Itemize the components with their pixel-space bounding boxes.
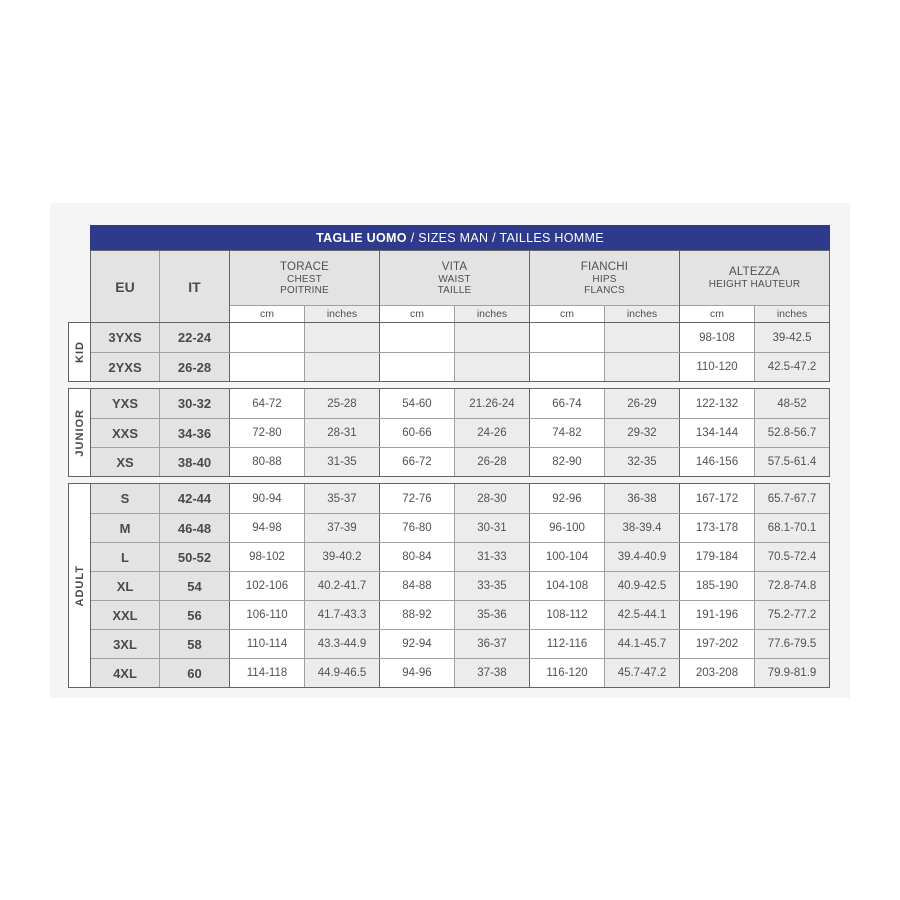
eu-size-cell: XXL: [91, 601, 159, 629]
group-header-altezza: [679, 251, 829, 322]
value-cell: 33-35: [454, 572, 529, 600]
value-cell: 66-72: [379, 448, 454, 476]
value-cell: 84-88: [379, 572, 454, 600]
value-cell: 35-37: [304, 484, 379, 513]
value-cell: 77.6-79.5: [754, 630, 829, 658]
value-cell: 72-76: [379, 484, 454, 513]
eu-size-cell: 3YXS: [91, 323, 159, 352]
unit-header-cm: cm: [680, 306, 754, 322]
value-cell: [529, 323, 604, 352]
value-cell: 37-39: [304, 514, 379, 542]
eu-size-cell: XL: [91, 572, 159, 600]
value-cell: 108-112: [529, 601, 604, 629]
size-row-xl: [91, 571, 829, 600]
value-cell: 64-72: [229, 389, 304, 418]
value-cell: 35-36: [454, 601, 529, 629]
table-title-bar: [90, 225, 830, 250]
it-size-cell: 42-44: [159, 484, 229, 513]
table-title-secondary: / SIZES MAN / TAILLES HOMME: [410, 230, 604, 245]
it-size-cell: 58: [159, 630, 229, 658]
value-cell: 112-116: [529, 630, 604, 658]
value-cell: [304, 353, 379, 381]
group-title-vita: [380, 251, 529, 306]
value-cell: 42.5-47.2: [754, 353, 829, 381]
value-cell: 72-80: [229, 419, 304, 447]
eu-size-cell: YXS: [91, 389, 159, 418]
row-group-label: KID: [73, 341, 86, 363]
unit-subrow: [680, 306, 829, 322]
group-title-line: VITA: [441, 260, 468, 273]
value-cell: 106-110: [229, 601, 304, 629]
value-cell: 114-118: [229, 659, 304, 687]
value-cell: [304, 323, 379, 352]
section-kid: [73, 322, 830, 382]
value-cell: 39.4-40.9: [604, 543, 679, 571]
group-title-line: TAILLE: [437, 284, 472, 296]
header-row: [90, 250, 830, 322]
value-cell: 38-39.4: [604, 514, 679, 542]
size-row-m: [91, 513, 829, 542]
group-title-line: FIANCHI: [580, 260, 629, 273]
group-title-torace: [230, 251, 379, 306]
measurement-group-headers: [229, 251, 829, 322]
size-row-xxl: [91, 600, 829, 629]
value-cell: 28-30: [454, 484, 529, 513]
unit-header-inches: inches: [454, 306, 529, 322]
value-cell: 191-196: [679, 601, 754, 629]
value-cell: [229, 323, 304, 352]
value-cell: 110-120: [679, 353, 754, 381]
group-title-line: TORACE: [280, 260, 329, 273]
it-size-cell: 38-40: [159, 448, 229, 476]
eu-size-cell: XXS: [91, 419, 159, 447]
size-chart-card: [50, 203, 850, 698]
value-cell: 57.5-61.4: [754, 448, 829, 476]
value-cell: 79.9-81.9: [754, 659, 829, 687]
unit-header-inches: inches: [754, 306, 829, 322]
group-title-line: ALTEZZA: [728, 266, 781, 278]
group-title-line: HIPS: [592, 273, 617, 285]
eu-size-cell: L: [91, 543, 159, 571]
value-cell: [529, 353, 604, 381]
table-body: [73, 322, 830, 688]
it-size-cell: 50-52: [159, 543, 229, 571]
value-cell: 26-28: [454, 448, 529, 476]
value-cell: 110-114: [229, 630, 304, 658]
it-size-cell: 22-24: [159, 323, 229, 352]
unit-header-cm: cm: [230, 306, 304, 322]
eu-size-cell: 3XL: [91, 630, 159, 658]
it-size-cell: 56: [159, 601, 229, 629]
value-cell: [379, 323, 454, 352]
value-cell: 104-108: [529, 572, 604, 600]
value-cell: 48-52: [754, 389, 829, 418]
value-cell: 44.1-45.7: [604, 630, 679, 658]
value-cell: 21.26-24: [454, 389, 529, 418]
group-title-altezza: [680, 251, 829, 306]
value-cell: 41.7-43.3: [304, 601, 379, 629]
size-row-s: [91, 484, 829, 513]
group-header-fianchi: [529, 251, 679, 322]
unit-header-cm: cm: [380, 306, 454, 322]
value-cell: [379, 353, 454, 381]
value-cell: 39-42.5: [754, 323, 829, 352]
value-cell: 146-156: [679, 448, 754, 476]
unit-header-inches: inches: [604, 306, 679, 322]
value-cell: [604, 323, 679, 352]
eu-size-cell: S: [91, 484, 159, 513]
value-cell: 52.8-56.7: [754, 419, 829, 447]
value-cell: 31-35: [304, 448, 379, 476]
value-cell: 31-33: [454, 543, 529, 571]
value-cell: 76-80: [379, 514, 454, 542]
unit-subrow: [530, 306, 679, 322]
row-group-label: JUNIOR: [73, 408, 86, 457]
value-cell: 100-104: [529, 543, 604, 571]
group-title-line: CHEST: [287, 273, 322, 285]
group-header-vita: [379, 251, 529, 322]
value-cell: [604, 353, 679, 381]
value-cell: 90-94: [229, 484, 304, 513]
value-cell: 80-88: [229, 448, 304, 476]
value-cell: 39-40.2: [304, 543, 379, 571]
size-row-xxs: [91, 418, 829, 447]
value-cell: 179-184: [679, 543, 754, 571]
row-group-label-box-kid: [68, 322, 91, 382]
value-cell: 94-96: [379, 659, 454, 687]
unit-subrow: [230, 306, 379, 322]
value-cell: [454, 323, 529, 352]
value-cell: 68.1-70.1: [754, 514, 829, 542]
size-chart-table: [73, 225, 830, 688]
value-cell: 40.2-41.7: [304, 572, 379, 600]
value-cell: 122-132: [679, 389, 754, 418]
value-cell: 44.9-46.5: [304, 659, 379, 687]
size-row-xs: [91, 447, 829, 476]
it-size-cell: 60: [159, 659, 229, 687]
value-cell: 102-106: [229, 572, 304, 600]
it-size-cell: 26-28: [159, 353, 229, 381]
eu-size-cell: M: [91, 514, 159, 542]
section-adult: [73, 483, 830, 688]
value-cell: 74-82: [529, 419, 604, 447]
group-header-torace: [229, 251, 379, 322]
size-row-3yxs: [91, 323, 829, 352]
value-cell: 116-120: [529, 659, 604, 687]
value-cell: 96-100: [529, 514, 604, 542]
size-row-yxs: [91, 389, 829, 418]
value-cell: 70.5-72.4: [754, 543, 829, 571]
unit-header-inches: inches: [304, 306, 379, 322]
size-row-4xl: [91, 658, 829, 687]
value-cell: 173-178: [679, 514, 754, 542]
value-cell: 54-60: [379, 389, 454, 418]
size-row-l: [91, 542, 829, 571]
value-cell: 30-31: [454, 514, 529, 542]
value-cell: [229, 353, 304, 381]
value-cell: 65.7-67.7: [754, 484, 829, 513]
value-cell: 185-190: [679, 572, 754, 600]
value-cell: 42.5-44.1: [604, 601, 679, 629]
size-row-3xl: [91, 629, 829, 658]
value-cell: 66-74: [529, 389, 604, 418]
it-size-cell: 46-48: [159, 514, 229, 542]
value-cell: 203-208: [679, 659, 754, 687]
value-cell: 32-35: [604, 448, 679, 476]
value-cell: 45.7-47.2: [604, 659, 679, 687]
value-cell: 98-102: [229, 543, 304, 571]
value-cell: 36-38: [604, 484, 679, 513]
group-title-line: POITRINE: [280, 284, 329, 296]
group-title-line: WAIST: [438, 273, 471, 285]
value-cell: 92-94: [379, 630, 454, 658]
value-cell: 37-38: [454, 659, 529, 687]
group-title-fianchi: [530, 251, 679, 306]
value-cell: 80-84: [379, 543, 454, 571]
value-cell: 28-31: [304, 419, 379, 447]
value-cell: 94-98: [229, 514, 304, 542]
table-title-primary: TAGLIE UOMO: [316, 230, 407, 245]
row-group-label-box-junior: [68, 388, 91, 477]
value-cell: 88-92: [379, 601, 454, 629]
value-cell: 40.9-42.5: [604, 572, 679, 600]
value-cell: 197-202: [679, 630, 754, 658]
value-cell: 82-90: [529, 448, 604, 476]
col-header-it: IT: [159, 251, 229, 322]
unit-subrow: [380, 306, 529, 322]
value-cell: 43.3-44.9: [304, 630, 379, 658]
value-cell: 36-37: [454, 630, 529, 658]
value-cell: 24-26: [454, 419, 529, 447]
row-group-label-box-adult: [68, 483, 91, 688]
value-cell: 75.2-77.2: [754, 601, 829, 629]
value-cell: 72.8-74.8: [754, 572, 829, 600]
eu-size-cell: 4XL: [91, 659, 159, 687]
eu-size-cell: 2YXS: [91, 353, 159, 381]
value-cell: 26-29: [604, 389, 679, 418]
value-cell: 92-96: [529, 484, 604, 513]
value-cell: 29-32: [604, 419, 679, 447]
it-size-cell: 30-32: [159, 389, 229, 418]
value-cell: 134-144: [679, 419, 754, 447]
unit-header-cm: cm: [530, 306, 604, 322]
col-header-eu: EU: [91, 251, 159, 322]
it-size-cell: 34-36: [159, 419, 229, 447]
group-title-line: HEIGHT HAUTEUR: [708, 279, 801, 290]
eu-size-cell: XS: [91, 448, 159, 476]
value-cell: 60-66: [379, 419, 454, 447]
value-cell: 167-172: [679, 484, 754, 513]
value-cell: 25-28: [304, 389, 379, 418]
it-size-cell: 54: [159, 572, 229, 600]
group-title-line: FLANCS: [584, 284, 625, 296]
section-junior: [73, 388, 830, 477]
value-cell: [454, 353, 529, 381]
value-cell: 98-108: [679, 323, 754, 352]
row-group-label: ADULT: [73, 564, 86, 607]
size-row-2yxs: [91, 352, 829, 381]
